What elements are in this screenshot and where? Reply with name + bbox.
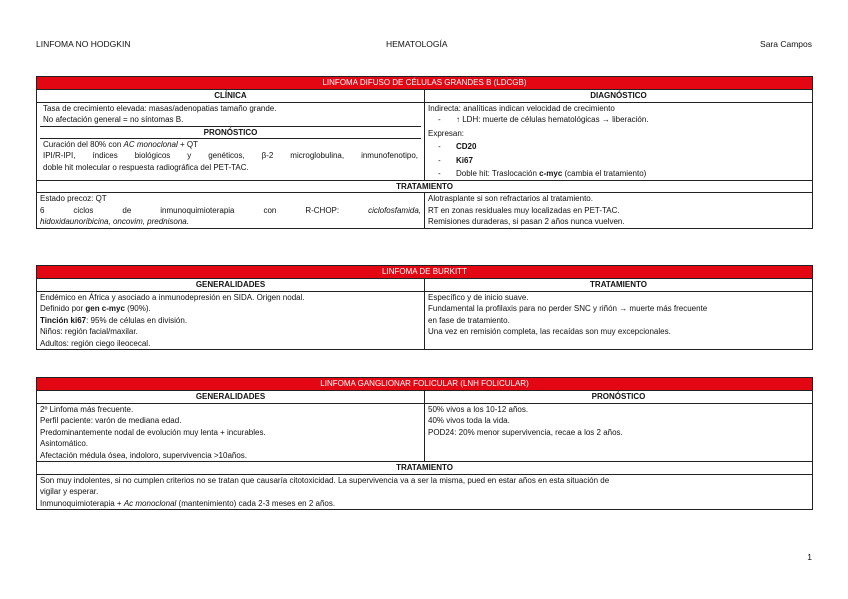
ldcgb-diag-bullet-ki67: - Ki67 <box>438 155 473 165</box>
burkitt-gen-line-5: Adultos: región ciego ileocecal. <box>40 338 151 348</box>
ldcgb-diag-bullet-cd20: - CD20 <box>438 142 477 151</box>
folicular-trat-line-1: Son muy indolentes, si no cumplen criterios no se tratan que causaría citotoxicidad. La supervivencia va a ser la misma, pued en estar años en esta situación de <box>40 475 610 485</box>
folicular-gen-line-2: Perfil paciente: varón de mediana edad. <box>40 416 182 425</box>
ldcgb-diag-line-3: Expresan: <box>428 128 465 138</box>
ldcgb-pronostico-line-2: IPI/R-IPI, índices biológicos y genéticos, β-2 microglobulina, inmunofenotipo, <box>43 151 418 160</box>
folicular-table <box>36 377 813 510</box>
burkitt-tratamiento-cell <box>425 291 813 350</box>
ldcgb-trat-line-3: hidoxidaunoribicina, oncovim, prednisona. <box>40 217 189 226</box>
ldcgb-clinica-line-1: Tasa de crecimiento elevada: masas/adenopatias tamaño grande. <box>43 103 277 113</box>
folicular-pron-line-2: 40% vivos toda la vida. <box>428 416 510 425</box>
ldcgb-pronostico-line-3: doble hit molecular o respuesta radiográfica del PET-TAC. <box>43 162 249 172</box>
folicular-tratamiento-heading: TRATAMIENTO <box>37 462 813 475</box>
burkitt-table <box>36 265 813 350</box>
folicular-generalidades-cell <box>37 403 425 462</box>
folicular-pronostico-heading: PRONÓSTICO <box>425 391 813 404</box>
ldcgb-trat-right-1: Alotrasplante si son refractarios al tratamiento. <box>428 194 593 203</box>
burkitt-gen-line-1: Endémico en África y asociado a inmunodepresión en SIDA. Origen nodal. <box>40 292 305 302</box>
ldcgb-diag-line-1: Indirecta: analíticas indican velocidad de crecimiento <box>428 103 615 113</box>
folicular-generalidades-heading: GENERALIDADES <box>37 391 425 404</box>
folicular-gen-line-1: 2º Linfoma más frecuente. <box>40 404 134 414</box>
folicular-gen-line-3: Predominantemente nodal de evolución muy lenta + incurables. <box>40 427 266 437</box>
ldcgb-clinica-line-2: No afectación general = no síntomas B. <box>43 115 184 124</box>
folicular-pron-line-1: 50% vivos a los 10-12 años. <box>428 404 529 414</box>
burkitt-generalidades-cell <box>37 291 425 350</box>
folicular-gen-line-4: Asintomático. <box>40 439 89 448</box>
folicular-tratamiento-cell <box>37 474 813 510</box>
page-number: 1 <box>807 552 812 562</box>
ldcgb-table <box>36 76 813 229</box>
ldcgb-diagnostico-heading: DIAGNÓSTICO <box>425 90 813 103</box>
folicular-pron-line-3: POD24: 20% menor supervivencia, recae a los 2 años. <box>428 427 623 437</box>
burkitt-gen-line-3: Tinción ki67: 95% de células en división. <box>40 315 188 325</box>
folicular-title: LINFOMA GANGLIONAR FOLICULAR (LNH FOLICULAR) <box>37 378 813 391</box>
folicular-trat-line-3: Inmunoquimioterapia + Ac monoclonal (mantenimiento) cada 2-3 meses en 2 años. <box>40 498 336 508</box>
burkitt-trat-line-3: en fase de tratamiento. <box>428 315 510 325</box>
ldcgb-diagnostico-cell <box>425 102 813 180</box>
burkitt-gen-line-2: Definido por gen c-myc (90%). <box>40 304 151 313</box>
ldcgb-pronostico-line-1: Curación del 80% con AC monoclonal + QT <box>43 139 198 149</box>
ldcgb-diag-bullet-doble-hit: - Doble hit: Traslocación c-myc (cambia el tratamiento) <box>438 169 647 178</box>
ldcgb-tratamiento-right <box>425 193 813 229</box>
ldcgb-left-cell <box>37 102 425 180</box>
burkitt-gen-line-4: Niños: región facial/maxilar. <box>40 327 138 336</box>
ldcgb-tratamiento-heading: TRATAMIENTO <box>37 180 813 193</box>
folicular-pronostico-cell <box>425 403 813 462</box>
header-left: LINFOMA NO HODGKIN <box>36 39 131 49</box>
ldcgb-pronostico-heading: PRONÓSTICO <box>40 126 421 139</box>
burkitt-trat-line-2: Fundamental la profilaxis para no perder SNC y riñón → muerte más frecuente <box>428 304 708 313</box>
header-center: HEMATOLOGÍA <box>386 39 448 49</box>
ldcgb-diag-bullet-ldh: - ↑ LDH: muerte de células hematológicas → liberación. <box>438 115 649 124</box>
burkitt-tratamiento-heading: TRATAMIENTO <box>425 279 813 292</box>
header-right: Sara Campos <box>760 39 812 49</box>
ldcgb-title: LINFOMA DIFUSO DE CÉLULAS GRANDES B (LDCGB) <box>37 77 813 90</box>
ldcgb-trat-line-2: 6 ciclos de inmunoquimioterapia con R-CHOP: ciclofosfamida, <box>40 205 421 215</box>
ldcgb-tratamiento-left <box>37 193 425 229</box>
ldcgb-trat-right-2: RT en zonas residuales muy localizadas en PET-TAC. <box>428 205 620 215</box>
burkitt-generalidades-heading: GENERALIDADES <box>37 279 425 292</box>
folicular-trat-line-2: vigilar y esperar. <box>40 487 99 496</box>
burkitt-trat-line-1: Específico y de inicio suave. <box>428 292 529 302</box>
folicular-gen-line-5: Afectación médula ósea, indoloro, supervivencia >10años. <box>40 450 248 460</box>
burkitt-title: LINFOMA DE BURKITT <box>37 266 813 279</box>
ldcgb-trat-line-1: Estado precoz: QT <box>40 194 107 203</box>
ldcgb-clinica-heading: CLÍNICA <box>37 90 425 103</box>
burkitt-trat-line-4: Una vez en remisión completa, las recaídas son muy excepcionales. <box>428 327 671 336</box>
ldcgb-trat-right-3: Remisiones duraderas, si pasan 2 años nunca vuelven. <box>428 217 625 226</box>
